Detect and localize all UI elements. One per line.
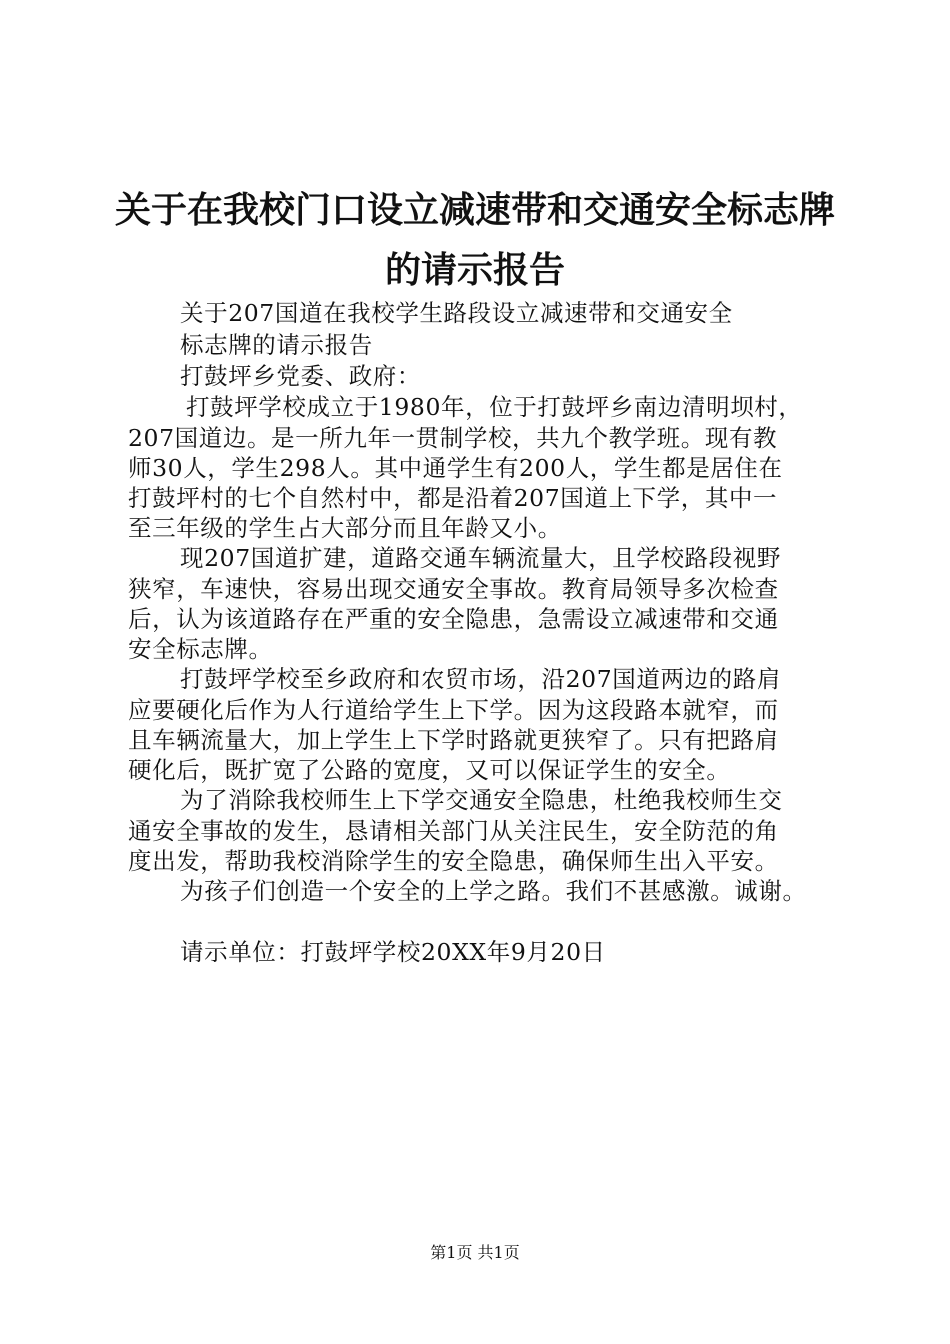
- paragraph-1-line: 打鼓坪村的七个自然村中，都是沿着207国道上下学，其中一: [128, 484, 778, 512]
- paragraph-1-line: 打鼓坪学校成立于1980年，位于打鼓坪乡南边清明坝村，: [186, 393, 803, 421]
- paragraph-1-line: 至三年级的学生占大部分而且年龄又小。: [128, 514, 562, 542]
- paragraph-3-line: 打鼓坪学校至乡政府和农贸市场，沿207国道两边的路肩: [180, 665, 781, 693]
- paragraph-3-line: 硬化后，既扩宽了公路的宽度，又可以保证学生的安全。: [128, 756, 731, 784]
- paragraph-1-line: 207国道边。是一所九年一贯制学校，共九个教学班。现有教: [128, 424, 778, 452]
- paragraph-2-line: 安全标志牌。: [128, 635, 273, 663]
- closing-line: 为孩子们创造一个安全的上学之路。我们不甚感激。诚谢。: [180, 877, 807, 905]
- paragraph-4-line: 为了消除我校师生上下学交通安全隐患，杜绝我校师生交: [180, 786, 783, 814]
- page-number-footer: 第1页 共1页: [430, 1243, 520, 1262]
- paragraph-2-line: 后，认为该道路存在严重的安全隐患，急需设立减速带和交通: [128, 605, 779, 633]
- subtitle-line-1: 关于207国道在我校学生路段设立减速带和交通安全: [180, 299, 733, 327]
- salutation: 打鼓坪乡党委、政府：: [180, 362, 421, 390]
- paragraph-4-line: 通安全事故的发生，恳请相关部门从关注民生，安全防范的角: [128, 817, 779, 845]
- paragraph-4-line: 度出发，帮助我校消除学生的安全隐患，确保师生出入平安。: [128, 847, 779, 875]
- paragraph-2-line: 狭窄，车速快，容易出现交通安全事故。教育局领导多次检查: [128, 575, 779, 603]
- document-title-line-1: 关于在我校门口设立减速带和交通安全标志牌: [114, 189, 835, 231]
- paragraph-3-line: 应要硬化后作为人行道给学生上下学。因为这段路本就窄，而: [128, 696, 779, 724]
- paragraph-2-line: 现207国道扩建，道路交通车辆流量大，且学校路段视野: [180, 544, 781, 572]
- signature-line: 请示单位：打鼓坪学校20XX年9月20日: [180, 938, 606, 966]
- document-title-line-2: 的请示报告: [384, 249, 565, 291]
- paragraph-1-line: 师30人，学生298人。其中通学生有200人，学生都是居住在: [128, 454, 783, 482]
- subtitle-line-2: 标志牌的请示报告: [180, 331, 373, 359]
- paragraph-3-line: 且车辆流量大，加上学生上下学时路就更狭窄了。只有把路肩: [128, 726, 779, 754]
